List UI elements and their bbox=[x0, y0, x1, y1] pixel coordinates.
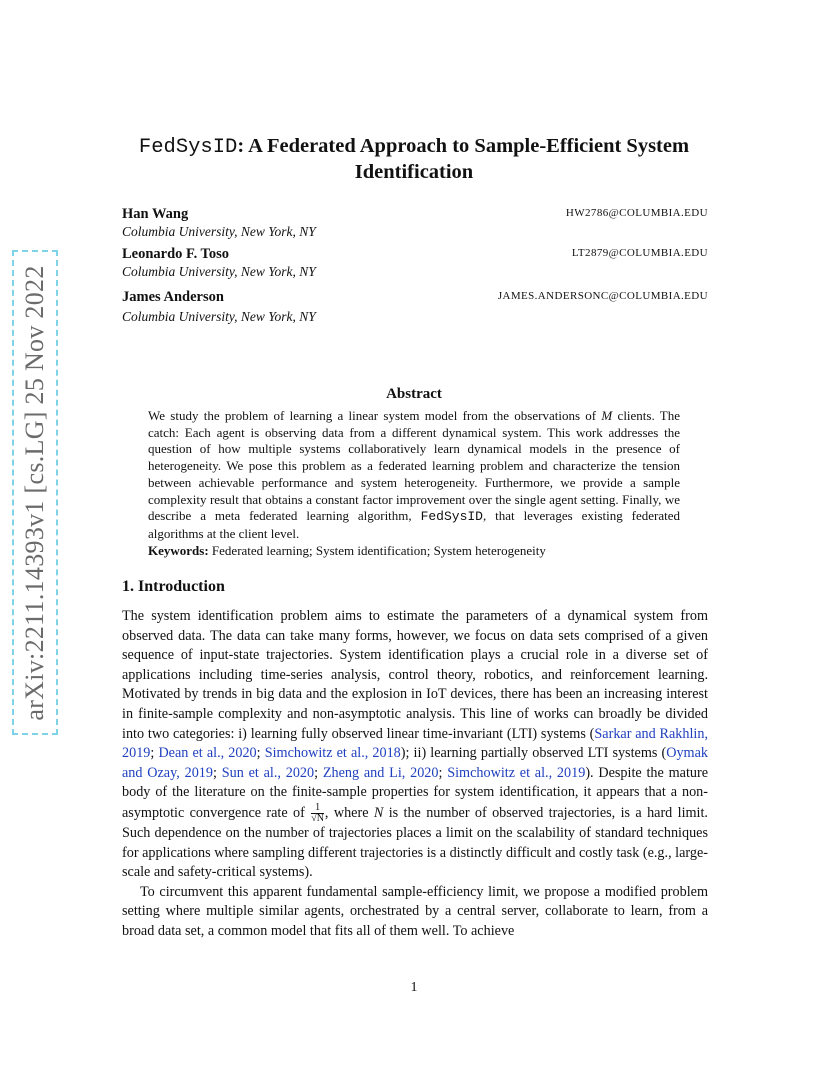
intro-text: ); ii) learning partially observed LTI systems ( bbox=[400, 745, 667, 762]
author-email[interactable]: JAMES.ANDERSONC@COLUMBIA.EDU bbox=[497, 290, 708, 302]
abstract-text bbox=[148, 408, 680, 543]
section-heading-introduction: 1. Introduction bbox=[122, 578, 225, 595]
page-number: 1 bbox=[410, 980, 418, 995]
abstract-part2: clients. The catch: Each agent is observing data from a different dynamical system. This work addresses the question of how multiple systems collaboratively learn dynamical models in the presence of heterogeneity. We pose this problem as a federated learning problem and characterize the tension between achievable performance and system heterogeneity. Furthermore, we provide a sample complexity result that obtains a constant factor improvement over the single agent setting. Finally, we describe a meta federated learning algorithm, bbox=[148, 408, 680, 524]
intro-paragraph-2: To circumvent this apparent fundamental sample-efficiency limit, we propose a modified problem setting where multiple similar agents, orchestrated by a central server, collaborate to learn, from a broad data set, a common model that fits all of them well. To achieve bbox=[122, 883, 708, 939]
abstract-part1: We study the problem of learning a linear system model from the observations of bbox=[148, 408, 602, 423]
intro-paragraph-1: The system identification problem aims to estimate the parameters of a dynamical system from observed data. The data can take many forms, however, we focus on data sets comprised of a given sequence of input-state trajectories. System identification plays a crucial role in a diverse set of applications including time-series analysis, control theory, robotics, and reinforcement learning. Motivated by trends in big data and the explosion in IoT devices, there has been an increasing interest in finite-sample complexity and non-asymptotic analysis. This line of works can broadly be divided into two categories: i) learning fully observed linear time-invariant (LTI) systems (Sarkar and Rakhlin, 2019; Dean et al., 2020; Simchowitz et al., 2018); ii) learning partially observed LTI systems (Oymak and Ozay, 2019; Sun et al., 2020; Zheng and Li, 2020; Simchowitz et al., 2019). Despite the mature body of the literature on the finite-sample properties for system identification, it appears that a non-asymptotic convergence rate of $\frac{1}{√N}$ , where N is the number of observed trajectories, is a hard limit. Such dependence on the number of trajectories places a limit on the scalability of standard techniques for applications where sampling different trajectories is a distinctly difficult and costly task (e.g., large-scale and safety-critical systems). bbox=[122, 608, 709, 881]
intro-text: is the number of observed trajectories, is a hard limit. Such dependence on the number of trajectories places a limit on the scalability of standard techniques for applications where sampling different trajectories is a distinctly difficult and costly task (e.g., large-scale and safety-critical systems). bbox=[122, 804, 708, 881]
author-block-3 bbox=[122, 289, 708, 325]
intro-text: ). Despite the mature body of the literature on the finite-sample properties for system identification, it appears that a non-asymptotic convergence rate of bbox=[122, 764, 708, 821]
arxiv-stamp-text: arXiv:2211.14393v1 [cs.LG] 25 Nov 2022 bbox=[20, 264, 49, 721]
introduction-body bbox=[122, 607, 708, 942]
keywords-label: Keywords: bbox=[148, 542, 209, 558]
author-email[interactable]: LT2879@COLUMBIA.EDU bbox=[571, 247, 708, 259]
author-affiliation: Columbia University, New York, NY bbox=[122, 264, 316, 279]
fraction-denominator: √N bbox=[311, 812, 324, 824]
algorithm-name: FedSysID bbox=[420, 509, 483, 525]
citation-link[interactable]: Simchowitz et al., 2018 bbox=[264, 745, 401, 762]
citation-link[interactable]: Sun et al., 2020 bbox=[221, 764, 315, 781]
intro-text: The system identification problem aims to estimate the parameters of a dynamical system from observed data. The data can take many forms, however, we focus on data sets comprised of a given sequence of input-state trajectories. System identification plays a crucial role in a diverse set of applications including time-series analysis, control theory, robotics, and reinforcement learning. Motivated by trends in big data and the explosion in IoT devices, there has been an increasing interest in finite-sample complexity and non-asymptotic analysis. This line of works can broadly be divided into two categories: i) learning fully observed linear time-invariant (LTI) systems ( bbox=[122, 608, 708, 742]
citation-link[interactable]: Sarkar and Rakhlin, 2019 bbox=[122, 725, 709, 762]
title-line1: : A Federated Approach to Sample-Efficient System bbox=[237, 135, 690, 157]
arxiv-stamp bbox=[12, 250, 58, 735]
author-affiliation: Columbia University, New York, NY bbox=[122, 224, 316, 239]
fraction-numerator: 1 bbox=[311, 803, 324, 814]
title-system-name: FedSysID bbox=[138, 136, 238, 159]
citation-link[interactable]: Zheng and Li, 2020 bbox=[322, 764, 439, 781]
intro-text: , where bbox=[324, 804, 374, 821]
keywords-list: Federated learning; System identification; System heterogeneity bbox=[208, 542, 546, 558]
math-N: N bbox=[373, 804, 384, 821]
author-name: Han Wang bbox=[122, 206, 189, 222]
abstract-heading: Abstract bbox=[386, 386, 442, 402]
abstract-body bbox=[148, 408, 680, 559]
author-affiliation: Columbia University, New York, NY bbox=[122, 309, 316, 324]
citation-link[interactable]: Simchowitz et al., 2019 bbox=[447, 764, 586, 781]
author-name: James Anderson bbox=[122, 289, 224, 305]
author-block-2 bbox=[122, 246, 708, 280]
citation-link[interactable]: Dean et al., 2020 bbox=[158, 745, 257, 762]
citation-link[interactable]: Oymak and Ozay, 2019 bbox=[122, 745, 708, 781]
title-line2: Identification bbox=[354, 161, 474, 183]
abstract-part3: , that leverages existing federated algorithms at the client level. bbox=[148, 508, 680, 541]
author-email[interactable]: HW2786@COLUMBIA.EDU bbox=[565, 207, 708, 219]
keywords bbox=[148, 543, 680, 560]
math-M: M bbox=[601, 408, 613, 423]
paper-title bbox=[118, 134, 710, 185]
author-block-1 bbox=[122, 206, 708, 240]
author-name: Leonardo F. Toso bbox=[122, 246, 230, 262]
fraction-1-over-sqrt-n bbox=[311, 803, 324, 824]
